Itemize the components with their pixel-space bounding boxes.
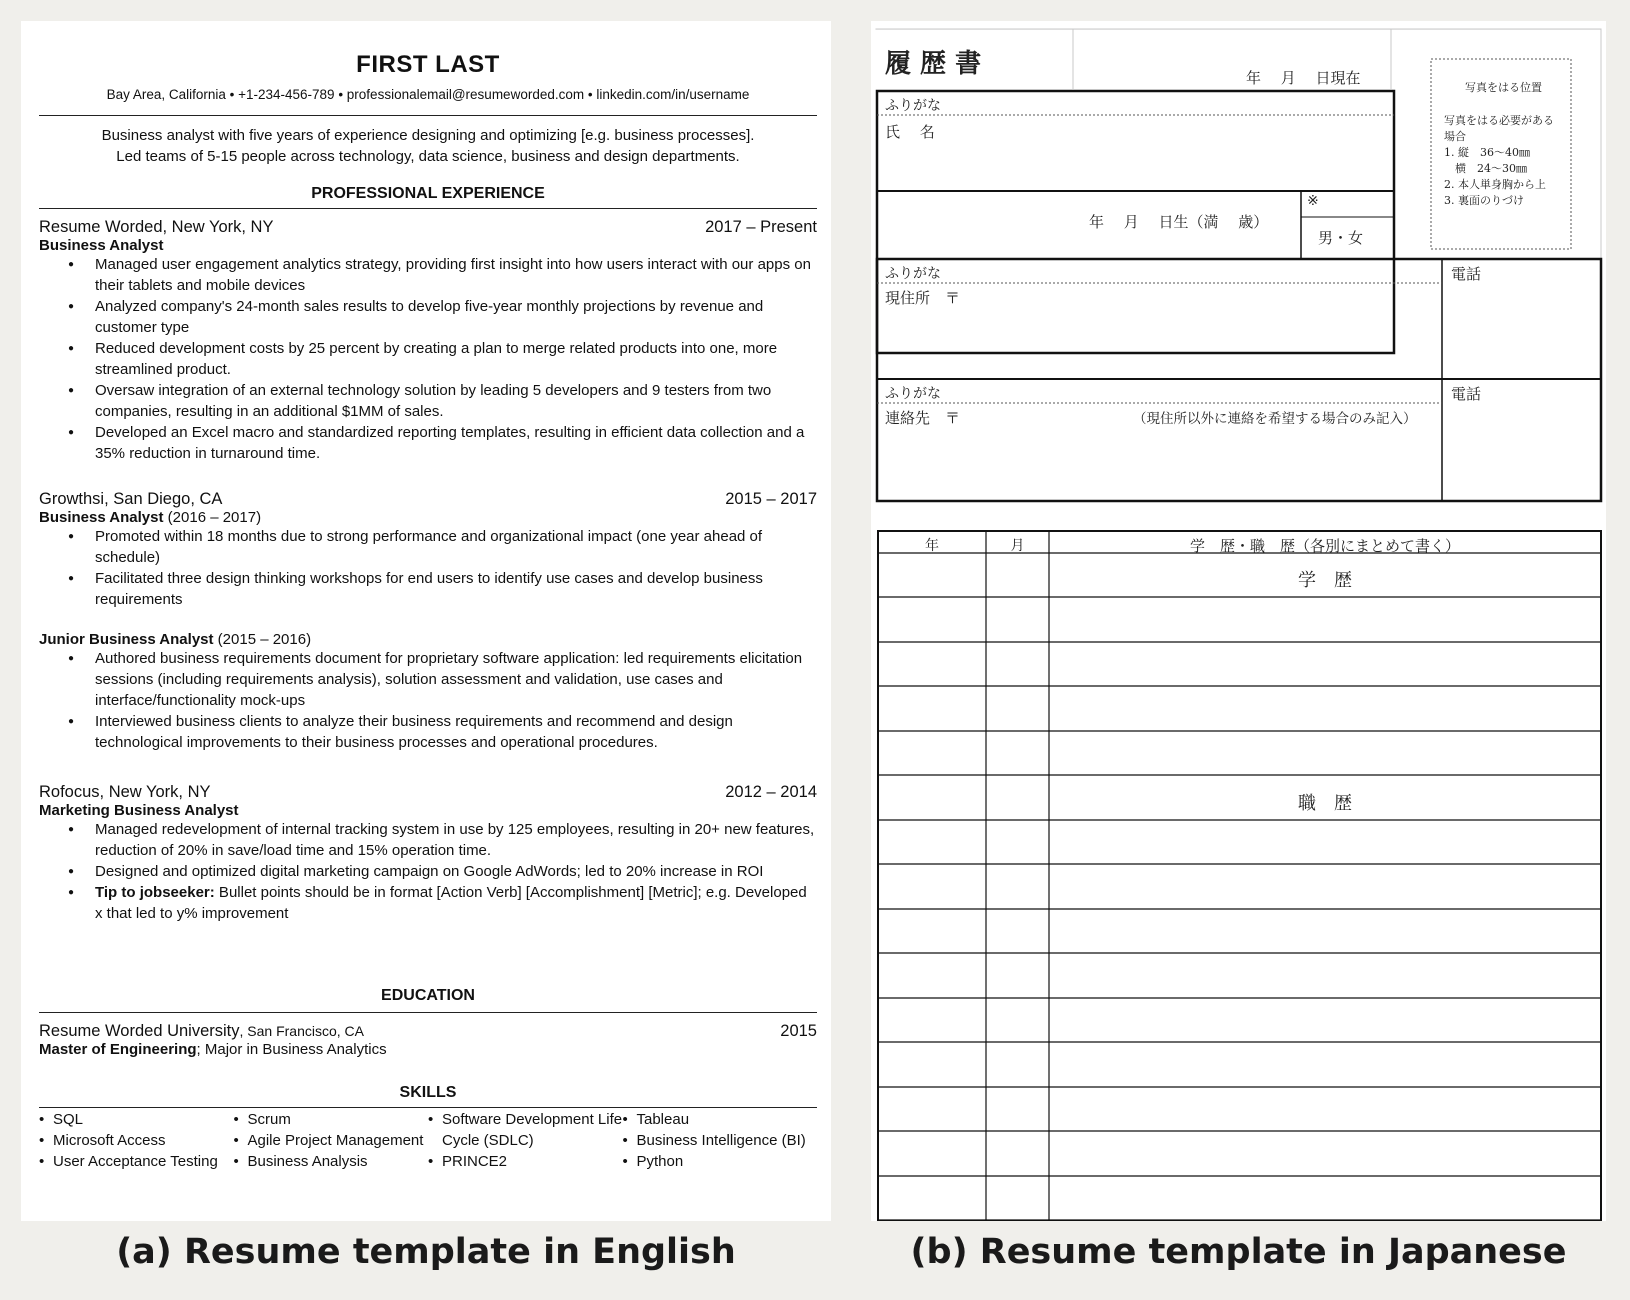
degree-major: ; Major in Business Analytics [196,1041,387,1058]
name-label: 氏 名 [885,123,935,141]
contact-note: （現住所以外に連絡を希望する場合のみ記入） [1133,411,1417,427]
role-dates: (2016 – 2017) [163,509,262,526]
job-role [39,631,817,648]
photo-note-line: 3. 裏面のりづけ [1444,194,1524,207]
phone-label: 電話 [1451,265,1482,283]
company: Rofocus, New York, NY [39,783,211,801]
job-role: Business Analyst [39,237,164,254]
experience-heading: PROFESSIONAL EXPERIENCE [311,185,545,202]
japanese-resume-panel [871,21,1606,1221]
photo-note [1444,113,1564,209]
education-year: 2015 [780,1022,817,1040]
education-entry [39,1022,817,1058]
skill-item: • Agile Project Management [234,1130,429,1151]
tip-text: Bullet points should be in format [Action Verb] [Accomplishment] [Metric]; e.g. Developed x that led to y% improvement [95,884,807,922]
skill-item: • PRINCE2 [428,1151,623,1172]
summary-line: Led teams of 5-15 people across technology, data science, business and design departments. [116,148,740,165]
bullet: ● Developed an Excel macro and standardized reporting templates, resulting in efficient data collection and a 35% reduction in turnaround time. [95,422,817,464]
resume-contact: Bay Area, California • +1-234-456-789 • professionalemail@resumeworded.com • linkedin.com/in/username [106,87,750,102]
note-mark: ※ [1307,193,1319,209]
resume-name: FIRST LAST [356,51,500,78]
address-label: 現住所 〒 [885,289,961,307]
education-heading: EDUCATION [381,987,475,1004]
jp-title: 履 歴 書 [885,49,982,79]
divider [39,115,817,116]
skill-item: • Microsoft Access [39,1130,234,1151]
degree-title: Master of Engineering [39,1041,197,1058]
education-header [39,1022,817,1041]
education-section-label: 学 歴 [1298,570,1352,591]
skill-item: • Tableau [623,1109,818,1130]
divider [39,208,817,209]
phone-label: 電話 [1451,385,1482,403]
birth-label: 年 月 日生（満 歳） [1089,213,1269,231]
skills-column [428,1109,623,1172]
skill-item: • User Acceptance Testing [39,1151,234,1172]
school-location: , San Francisco, CA [239,1023,365,1039]
role-title: Junior Business Analyst [39,631,214,648]
job-dates: 2015 – 2017 [725,490,817,508]
tip-label: Tip to jobseeker: [95,884,215,901]
job-bullets [39,254,817,464]
school-name: Resume Worded University [39,1022,240,1040]
bullet: ● Managed user engagement analytics strategy, providing first insight into how users interact with our apps on their tablets and mobile devices [95,254,817,296]
work-section-label: 職 歴 [1298,793,1352,814]
skills-column [623,1109,818,1172]
furigana-label: ふりがな [885,98,941,114]
skills-column [234,1109,429,1172]
job-header [39,490,817,509]
job-dates: 2012 – 2014 [725,783,817,801]
job-dates: 2017 – Present [705,218,817,236]
school [39,1022,364,1041]
photo-note-line: 2. 本人単身胸から上 [1444,178,1546,191]
furigana-label: ふりがな [885,266,941,282]
photo-note-line: 1. 縦 36〜40㎜ [1444,146,1530,159]
skill-item: • Business Analysis [234,1151,429,1172]
skill-item: • Business Intelligence (BI) [623,1130,818,1151]
skills-heading: SKILLS [399,1084,457,1101]
skills-column [39,1109,234,1172]
job-entry [39,783,817,924]
contact-label: 連絡先 〒 [885,409,961,427]
photo-note-line: 写真をはる必要がある場合 [1444,114,1554,143]
divider [39,1107,817,1108]
job-bullets [39,819,817,924]
bullet: ● Reduced development costs by 25 percent by creating a plan to merge related products into one, more streamlined product. [95,338,817,380]
furigana-label: ふりがな [885,386,941,402]
role-dates: (2015 – 2016) [213,631,312,648]
bullet: ● Authored business requirements document for proprietary software application: led requirements elicitation sessions (including requirements analysis), solution assessment and validation, use cases and interface/functionality mock-ups [95,648,817,711]
job-entry [39,490,817,753]
job-role [39,509,817,526]
company: Resume Worded, New York, NY [39,218,274,236]
job-header [39,218,817,237]
bullet: ● Facilitated three design thinking workshops for end users to identify use cases and develop business requirements [95,568,817,610]
photo-note-line: 横 24〜30㎜ [1444,162,1527,175]
bullet: ● Promoted within 18 months due to strong performance and organizational impact (one year ahead of schedule) [95,526,817,568]
skill-item: • Scrum [234,1109,429,1130]
skill-item: • Software Development Life Cycle (SDLC) [428,1109,623,1151]
degree [39,1041,817,1058]
bullet: ● Managed redevelopment of internal tracking system in use by 125 employees, resulting in 20+ new features, reduction of 20% in save/load time and 15% operation time. [95,819,817,861]
company: Growthsi, San Diego, CA [39,490,223,508]
english-resume-panel [21,21,831,1221]
caption-english: (a) Resume template in English [116,1232,736,1272]
col-month: 月 [1010,538,1025,554]
resume-summary [39,125,817,167]
photo-title: 写真をはる位置 [1465,81,1542,94]
gender-label: 男・女 [1318,229,1364,247]
job-bullets [39,526,817,610]
bullet: ● Interviewed business clients to analyze their business requirements and recommend and design technological improvements to their business processes and operational procedures. [95,711,817,753]
skill-item: • SQL [39,1109,234,1130]
job-bullets [39,648,817,753]
jp-date-now: 年 月 日現在 [1246,69,1361,87]
bullet: ● Oversaw integration of an external technology solution by leading 5 developers and 9 testers from two companies, resulting in an additional $1MM of sales. [95,380,817,422]
col-year: 年 [925,538,939,554]
bullet-tip [95,882,817,924]
divider [39,1012,817,1013]
job-header [39,783,817,802]
col-history: 学 歴・職 歴（各別にまとめて書く） [1189,537,1460,555]
caption-japanese: (b) Resume template in Japanese [910,1232,1567,1272]
bullet: ● Analyzed company's 24-month sales results to develop five-year monthly projections by revenue and customer type [95,296,817,338]
job-role: Marketing Business Analyst [39,802,239,819]
role-title: Business Analyst [39,509,164,526]
bullet: ● Designed and optimized digital marketing campaign on Google AdWords; led to 20% increase in ROI [95,861,817,882]
summary-line: Business analyst with five years of experience designing and optimizing [e.g. business processes]. [101,127,755,144]
job-entry [39,218,817,464]
skills-grid [39,1109,817,1172]
skill-item: • Python [623,1151,818,1172]
